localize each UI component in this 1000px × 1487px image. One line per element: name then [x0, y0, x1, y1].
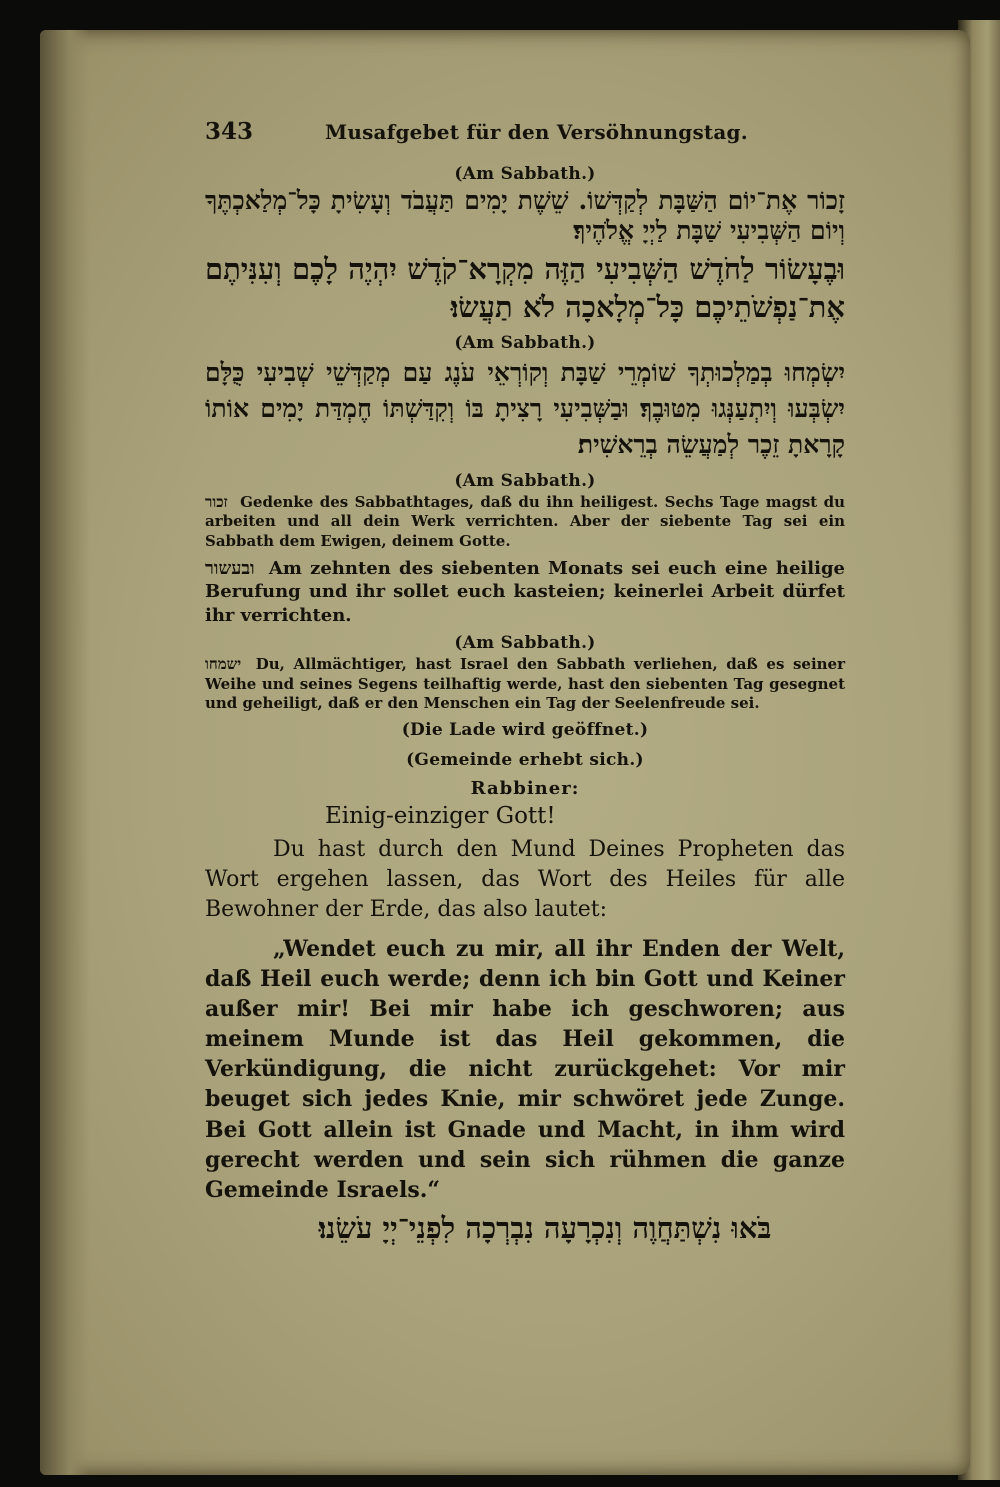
- page-content: [205, 118, 845, 1246]
- translation-yismechu-text: Du, Allmächtiger, hast Israel den Sabbath verliehen, daß es seiner Weihe und seines Segens teilhaftig werde, hast den siebenten Tag gesegnet und geheiligt, daß er den Menschen ein Tag der Seelenfreude sei.: [205, 655, 845, 713]
- hebrew-yismechu: יִשְׂמְחוּ בְמַלְכוּתְךָ שׁוֹמְרֵי שַׁבָּת וְקוֹרְאֵי עֹנֶג עַם מְקַדְּשֵׁי שְׁבִיעִי כֻּלָּם יִשְׂבְּעוּ וְיִתְעַנְּגוּ מִטּוּבֶךָ׃ וּבַשְּׁבִיעִי רָצִיתָ בּוֹ וְקִדַּשְׁתּוֹ חֶמְדַּת יָמִים אוֹתוֹ קָרָאתָ זֵכֶר לְמַעֲשֵׂה בְרֵאשִׁית׃: [205, 357, 845, 459]
- hebrew-uveasor: וּבֶעָשׂוֹר לַחֹדֶשׁ הַשְּׁבִיעִי הַזֶּה מִקְרָא־קֹדֶשׁ יִהְיֶה לָכֶם וְעִנִּיתֶם אֶת־נַפְשֹׁתֵיכֶם כָּל־מְלָאכָה לֹא תַעֲשׂוּ׃: [205, 252, 845, 325]
- note-am-sabbath-4: (Am Sabbath.): [454, 633, 596, 654]
- prayer-opening: Einig-einziger Gott!: [325, 802, 556, 829]
- translation-uveasor: [205, 557, 845, 627]
- prayer-paragraph: Du hast durch den Mund Deines Propheten das Wort ergehen lassen, das Wort des Heiles für alle Bewohner der Erde, das also lautet:: [205, 836, 845, 923]
- prophet-quote: „Wendet euch zu mir, all ihr Enden der Welt, daß Heil euch werde; denn ich bin Gott und Keiner außer mir! Bei mir habe ich geschworen; aus meinem Munde ist das Heil gekommen, die Verkündigung, die nicht zurückgehet: Vor mir beuget sich jedes Knie, mir schwöret jede Zunge. Bei Gott allein ist Gnade und Macht, in ihm wird gerecht werden und sein sich rühmen die ganze Gemeinde Israels.“: [205, 935, 845, 1203]
- ref-yismechu: ישמחו: [205, 655, 242, 674]
- note-gemeinde-erhebt: (Gemeinde erhebt sich.): [406, 749, 644, 770]
- speaker-label-rabbiner: Rabbiner:: [470, 777, 580, 799]
- ref-uveasor: ובעשור: [205, 558, 255, 580]
- note-lade-geoeffnet: (Die Lade wird geöffnet.): [401, 719, 649, 740]
- translation-yismechu: [205, 655, 845, 714]
- running-head: [205, 118, 845, 158]
- note-am-sabbath-3: (Am Sabbath.): [454, 470, 596, 491]
- translation-zachor-text: Gedenke des Sabbathtages, daß du ihn heiligest. Sechs Tage magst du arbeiten und all dein Werk verrichten. Aber der siebente Tag sei ein Sabbath dem Ewigen, deinem Gotte.: [205, 492, 845, 550]
- page-gutter: [40, 30, 90, 1475]
- note-am-sabbath-1: (Am Sabbath.): [454, 164, 596, 184]
- page-number: 343: [205, 118, 254, 145]
- translation-zachor: [205, 493, 845, 552]
- note-am-sabbath-2: (Am Sabbath.): [454, 332, 596, 353]
- translation-uveasor-text: Am zehnten des siebenten Monats sei euch eine heilige Berufung und ihr sollet euch kasteien; keinerlei Arbeit dürfet ihr verrichten.: [205, 558, 845, 626]
- running-title: Musafgebet für den Versöhnungstag.: [325, 120, 748, 144]
- hebrew-closing-verse: בֹּאוּ נִשְׁתַּחֲוֶה וְנִכְרָעָה נִבְרְכָה לִפְנֵי־יְיָ עֹשֵׂנוּ׃: [318, 1210, 772, 1245]
- hebrew-zachor: זָכוֹר אֶת־יוֹם הַשַּׁבָּת לְקַדְּשׁוֹ. שֵׁשֶׁת יָמִים תַּעֲבֹד וְעָשִׂיתָ כָּל־מְלַאכְתֶּךָ וְיוֹם הַשְּׁבִיעִי שַׁבָּת לַיְיָ אֱלֹהֶיךָ׃: [205, 186, 845, 245]
- ref-zachor: זכור: [205, 492, 228, 511]
